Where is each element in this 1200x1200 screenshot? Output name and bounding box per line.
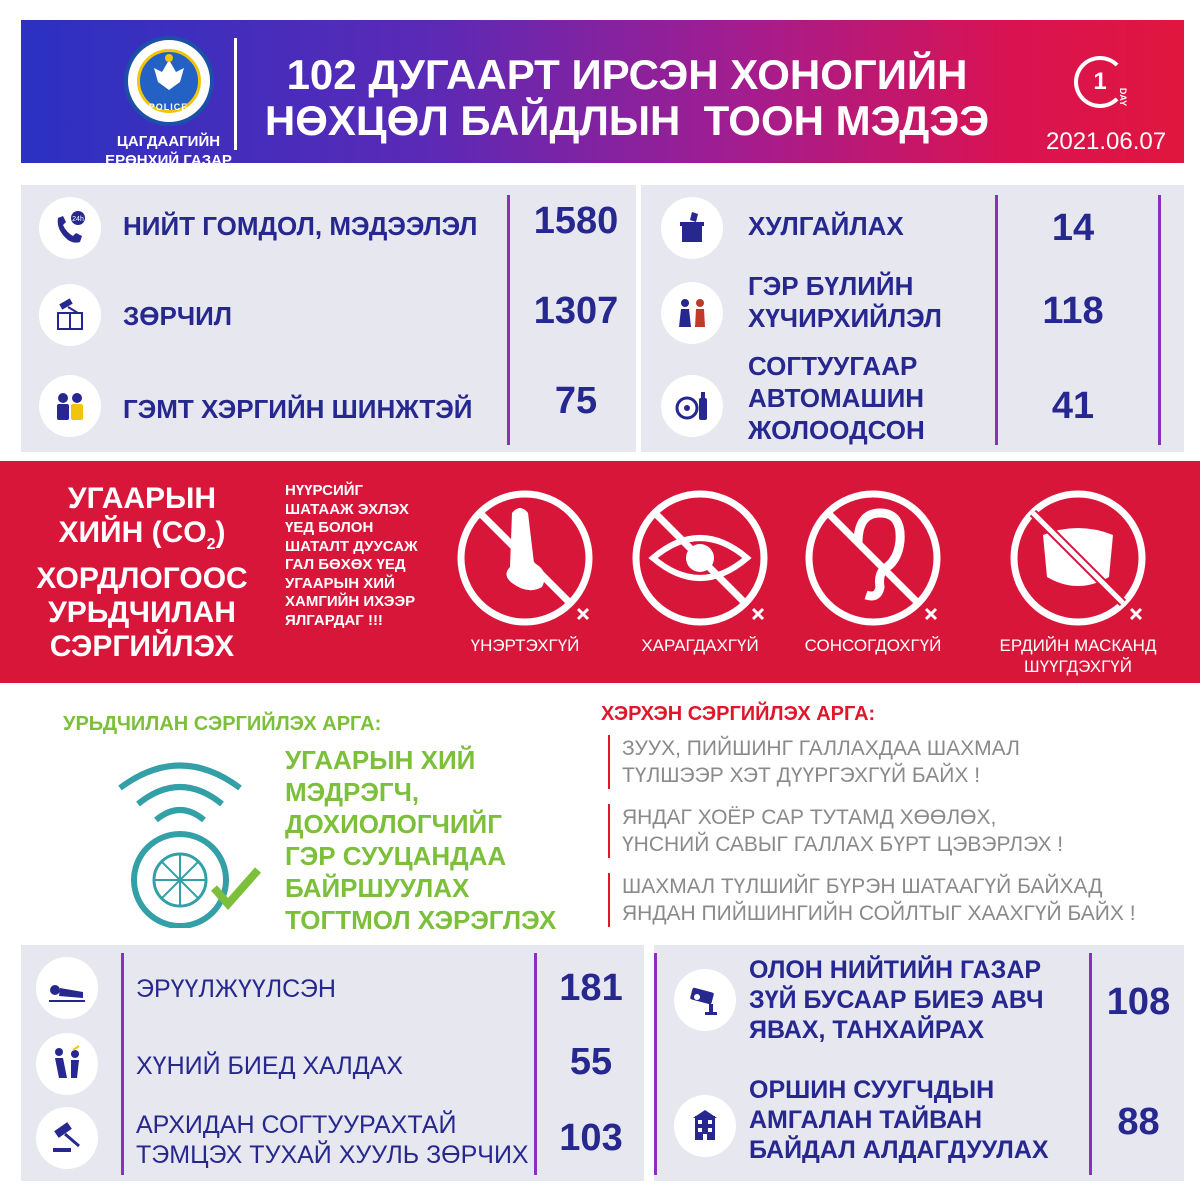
stat-value: 88 [1117, 1101, 1160, 1143]
prevention-line: МЭДРЭГЧ, [285, 777, 420, 807]
co-banner-title [22, 482, 262, 664]
co-title-line: СЭРГИЙЛЭХ [49, 630, 235, 663]
co-text-line: ГАЛ БӨХӨХ ҮЕД [285, 556, 406, 573]
co-title-line [22, 516, 262, 562]
warning-no-smell [435, 483, 615, 656]
warning-label-line: ЕРДИЙН МАСКАНД [999, 636, 1157, 655]
lying-person-icon [36, 957, 98, 1019]
co-text-line: УГААРЫН ХИЙ [285, 574, 395, 592]
page-title [247, 52, 1007, 144]
measure-tip [608, 873, 1136, 927]
stat-value: 41 [1051, 385, 1095, 427]
header-banner [21, 20, 1184, 169]
org-name-line2: ЕРӨНХИЙ ГАЗАР [105, 152, 232, 169]
divider [507, 195, 510, 445]
phone-24h-icon [39, 197, 101, 259]
badge-number: 1 [1093, 68, 1107, 95]
divider [995, 195, 998, 445]
prevention-line: ТОГТМОЛ ХЭРЭГЛЭХ [285, 905, 557, 935]
police-logo-block [81, 36, 256, 170]
prevention-title: УРЬДЧИЛАН СЭРГИЙЛЭХ АРГА: [63, 713, 382, 735]
co-text-line: ШАТАЛТ ДУУСАЖ [285, 537, 418, 555]
stat-label [748, 270, 942, 334]
co-title-subscript: 2 [206, 536, 216, 553]
co-text-line: ЯЛГАРДАГ !!! [285, 611, 383, 629]
stat-value: 108 [1106, 981, 1171, 1023]
stat-value: 1307 [533, 290, 619, 332]
stat-value: 1580 [533, 200, 619, 242]
stat-label: ХҮНИЙ БИЕД ХАЛДАХ [136, 1052, 404, 1080]
one-day-badge-icon [1074, 56, 1126, 108]
stat-value: 103 [559, 1117, 623, 1159]
bottom-stats-left-panel [21, 945, 644, 1181]
no-mask-filter-icon [1003, 483, 1153, 633]
badge-text: DAY [1117, 87, 1128, 107]
tip-line: ҮНСНИЙ САВЫГ ГАЛЛАХ БҮРТ ЦЭВЭРЛЭХ ! [622, 833, 1064, 856]
stat-value: 75 [554, 380, 598, 422]
stat-label-line: ЯВАХ, ТАНХАЙРАХ [749, 1016, 985, 1044]
stat-value: 55 [569, 1041, 613, 1083]
co-warning-banner [0, 461, 1200, 683]
stat-label-line: ЖОЛООДСОН [748, 415, 925, 445]
prevention-line: УГААРЫН ХИЙ [285, 745, 476, 775]
warning-label [988, 635, 1168, 677]
checkmark-icon [210, 866, 262, 910]
stat-label [749, 1075, 1049, 1165]
bottom-stats-right-panel [654, 945, 1184, 1181]
co-title-part: ) [215, 516, 226, 549]
law-book-gavel-icon [39, 284, 101, 346]
stat-label-line: ОЛОН НИЙТИЙН ГАЗАР [749, 956, 1042, 984]
co-title-line: УГААРЫН [67, 482, 217, 515]
tip-line: ТҮЛШЭЭР ХЭТ ДҮҮРГЭХГҮЙ БАЙХ ! [622, 764, 981, 787]
stat-label: ЭРҮҮЛЖҮҮЛСЭН [136, 975, 336, 1003]
cctv-camera-icon [674, 969, 736, 1031]
stat-label-line: ТЭМЦЭХ ТУХАЙ ХУУЛЬ ЗӨРЧИХ [136, 1141, 529, 1169]
stat-label: ЗӨРЧИЛ [123, 301, 233, 331]
divider [654, 953, 657, 1175]
stat-label-line: ОРШИН СУУГЧДЫН [749, 1076, 995, 1104]
stat-label-line: БАЙДАЛ АЛДАГДУУЛАХ [749, 1136, 1049, 1164]
tip-line: ЗУУХ, ПИЙШИНГ ГАЛЛАХДАА ШАХМАЛ [622, 737, 1020, 760]
co-text-line: ШАТААЖ ЭХЛЭХ [285, 500, 409, 518]
org-name-line1: ЦАГДААГИЙН [116, 133, 221, 150]
stat-label: ХУЛГАЙЛАХ [748, 211, 904, 241]
top-stats-right-panel [641, 185, 1184, 452]
stat-label: ГЭМТ ХЭРГИЙН ШИНЖТЭЙ [123, 394, 473, 424]
drunk-driving-icon [661, 375, 723, 437]
top-stats-left-panel [21, 185, 636, 452]
stat-label [749, 955, 1044, 1045]
warning-no-see [610, 483, 790, 656]
police-officers-icon [39, 375, 101, 437]
prevention-line: ДОХИОЛОГЧИЙГ [285, 809, 502, 839]
measure-tip [608, 804, 1063, 858]
domestic-violence-icon [661, 282, 723, 344]
stat-value: 181 [559, 967, 623, 1009]
no-hear-ear-icon [798, 483, 948, 633]
co-warning-text [285, 482, 460, 630]
co-title-line: ХОРДЛОГООС [36, 562, 248, 595]
co-title-part: ХИЙН (CO [58, 516, 207, 549]
svg-text:24h: 24h [72, 216, 84, 223]
no-see-eye-icon [625, 483, 775, 633]
warning-label: ХАРАГДАХГҮЙ [641, 636, 759, 655]
divider [1158, 195, 1161, 445]
co-text-line: ҮЕД БОЛОН [285, 519, 374, 536]
report-date: 2021.06.07 [1046, 128, 1167, 155]
tip-line: ЯНДАГ ХОЁР САР ТУТАМД ХӨӨЛӨХ, [622, 806, 997, 829]
warning-label: ҮНЭРТЭХГҮЙ [470, 636, 580, 655]
title-line1: 102 ДУГААРТ ИРСЭН ХОНОГИЙН [286, 51, 968, 98]
stat-label: НИЙТ ГОМДОЛ, МЭДЭЭЛЭЛ [123, 211, 478, 241]
divider [534, 953, 537, 1175]
stat-label-line: АРХИДАН СОГТУУРАХТАЙ [136, 1111, 457, 1139]
co-text-line: ХАМГИЙН ИХЭЭР [285, 593, 416, 610]
measure-tip [608, 735, 1020, 789]
apartment-building-icon [674, 1095, 736, 1157]
co-title-line: УРЬДЧИЛАН [48, 596, 236, 629]
stat-value: 14 [1051, 207, 1095, 249]
header-divider [234, 38, 237, 150]
warning-no-hear [783, 483, 963, 656]
stat-label [136, 1110, 529, 1170]
gavel-icon [36, 1107, 98, 1169]
divider [121, 953, 124, 1175]
warning-label-line: ШҮҮГДЭХГҮЙ [1024, 657, 1132, 676]
stat-label-line: СОГТУУГААР [748, 351, 918, 381]
prevention-line: БАЙРШУУЛАХ [285, 873, 470, 903]
tip-line: ШАХМАЛ ТҮЛШИЙГ БҮРЭН ШАТААГҮЙ БАЙХАД [622, 875, 1103, 898]
assault-icon [36, 1033, 98, 1095]
prevention-body [285, 744, 556, 936]
police-emblem-icon [124, 36, 214, 126]
measures-title: ХЭРХЭН СЭРГИЙЛЭХ АРГА: [601, 703, 876, 725]
divider [1089, 953, 1092, 1175]
stat-label [748, 350, 925, 446]
stat-label-line: АВТОМАШИН [748, 383, 925, 413]
warning-no-mask [988, 483, 1168, 677]
no-smell-nose-icon [450, 483, 600, 633]
co-text-line: НҮҮРСИЙГ [285, 482, 364, 499]
tip-line: ЯНДАН ПИЙШИНГИЙН СОЙЛТЫГ ХААХГҮЙ БАЙХ ! [622, 902, 1136, 925]
theft-hand-icon [661, 197, 723, 259]
logo-police-text: POLICE [148, 102, 189, 112]
prevention-line: ГЭР СУУЦАНДАА [285, 841, 507, 871]
stat-label-line: ЗҮЙ БУСААР БИЕЭ АВЧ [749, 986, 1044, 1014]
stat-label-line: ХҮЧИРХИЙЛЭЛ [748, 303, 942, 333]
warning-label: СОНСОГДОХГҮЙ [804, 636, 942, 655]
stat-label-line: ГЭР БҮЛИЙН [748, 271, 914, 301]
stat-label-line: АМГАЛАН ТАЙВАН [749, 1106, 983, 1134]
title-line2: НӨХЦӨЛ БАЙДЛЫН ТООН МЭДЭЭ [264, 97, 990, 144]
stat-value: 118 [1042, 290, 1104, 332]
